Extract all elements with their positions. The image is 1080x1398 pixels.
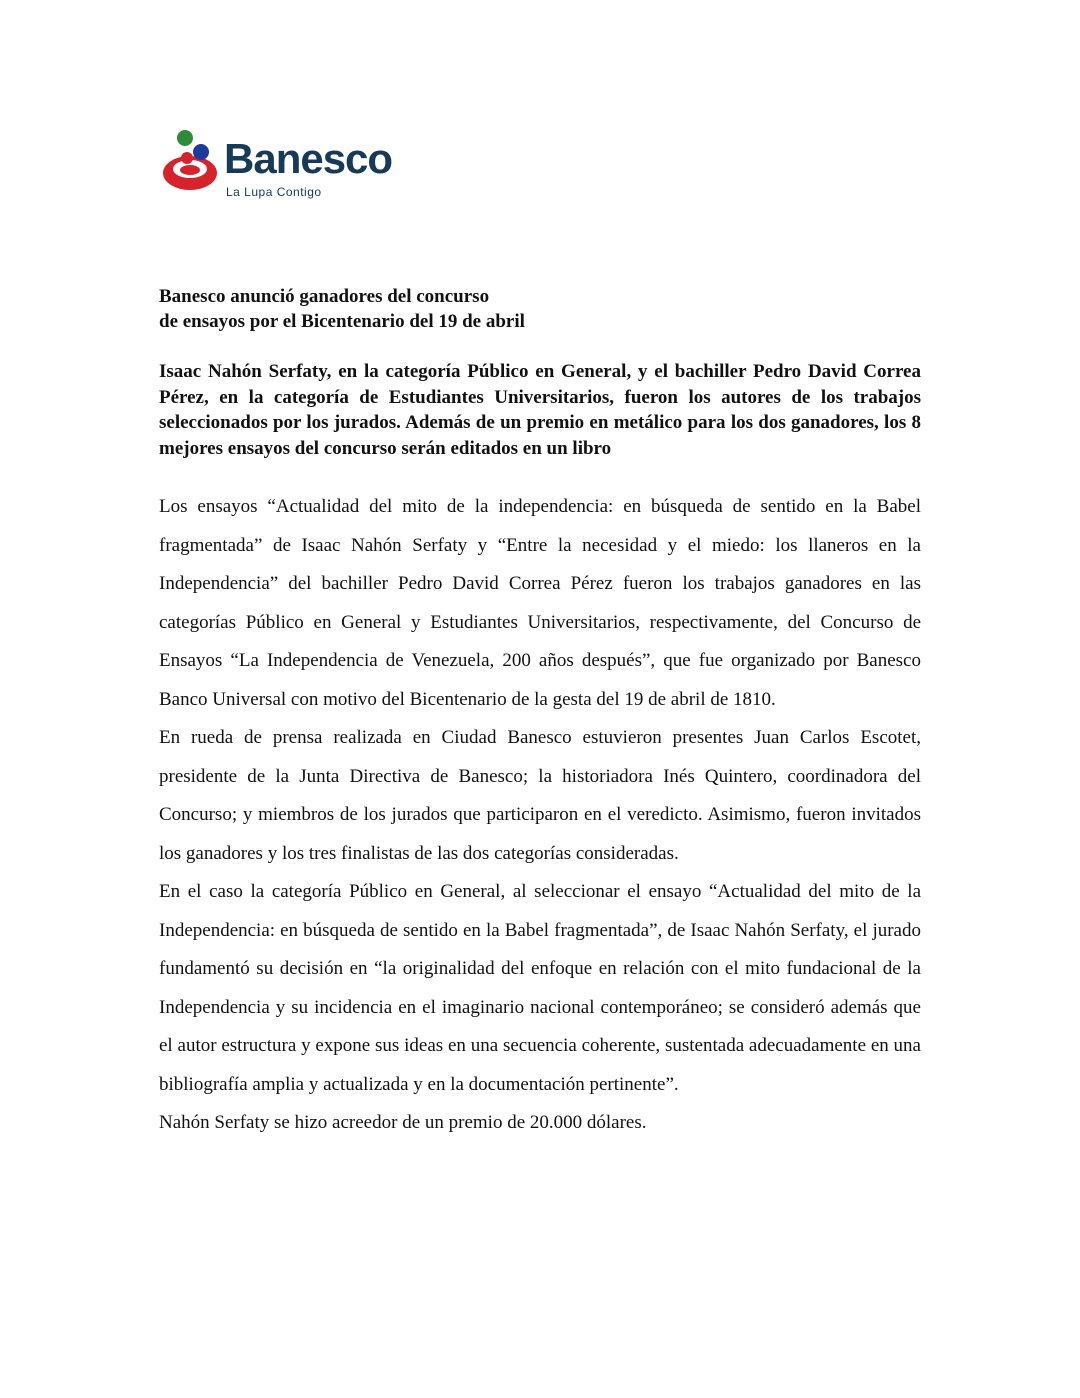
body-paragraph: En el caso la categoría Público en General, al seleccionar el ensayo “Actualidad del mito de la Independencia: en búsqueda de sentido en la Babel fragmentada”, de Isaac Nahón Serfaty, el jurado fundamentó su decisión en “la originalidad del enfoque en relación con el mito fundacional de la Independencia y su incidencia en el imaginario nacional contemporáneo; se consideró además que el autor estructura y expone sus ideas en una secuencia coherente, sustentada adecuadamente en una bibliografía amplia y actualizada y en la documentación pertinente”. xyxy=(159,881,921,1095)
article xyxy=(159,284,921,1143)
body-paragraph: Nahón Serfaty se hizo acreedor de un premio de 20.000 dólares. xyxy=(159,1112,647,1133)
body-paragraph: Los ensayos “Actualidad del mito de la independencia: en búsqueda de sentido en la Babel fragmentada” de Isaac Nahón Serfaty y “Entre la necesidad y el miedo: los llaneros en la Independencia” del bachiller Pedro David Correa Pérez fueron los trabajos ganadores en las categorías Público en General y Estudiantes Universitarios, respectivamente, del Concurso de Ensayos “La Independencia de Venezuela, 200 años después”, que fue organizado por Banesco Banco Universal con motivo del Bicentenario de la gesta del 19 de abril de 1810. xyxy=(159,496,921,710)
article-body xyxy=(159,488,921,1143)
headline-line-2: de ensayos por el Bicentenario del 19 de abril xyxy=(159,311,525,332)
body-paragraph: En rueda de prensa realizada en Ciudad Banesco estuvieron presentes Juan Carlos Escotet, presidente de la Junta Directiva de Banesco; la historiadora Inés Quintero, coordinadora del Concurso; y miembros de los jurados que participaron en el veredicto. Asimismo, fueron invitados los ganadores y los tres finalistas de las dos categorías consideradas. xyxy=(159,727,921,864)
logo-tagline: La Lupa Contigo xyxy=(226,185,322,199)
article-lead: Isaac Nahón Serfaty, en la categoría Público en General, y el bachiller Pedro David Correa Pérez, en la categoría de Estudiantes Universitarios, fueron los autores de los trabajos seleccionados por los jurados. Además de un premio en metálico para los dos ganadores, los 8 mejores ensayos del concurso serán editados en un libro xyxy=(159,361,921,459)
logo-wordmark: Banesco xyxy=(224,135,393,182)
banesco-logo xyxy=(160,128,450,208)
article-headline xyxy=(159,284,921,334)
headline-line-1: Banesco anunció ganadores del concurso xyxy=(159,286,490,307)
banesco-logo-icon xyxy=(160,128,224,198)
